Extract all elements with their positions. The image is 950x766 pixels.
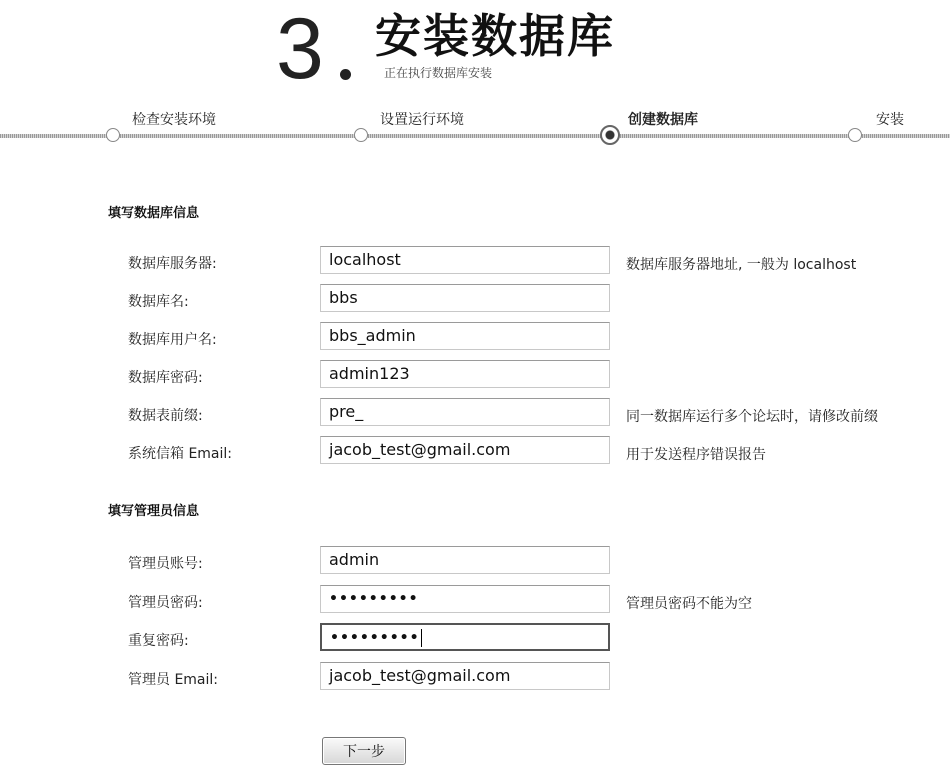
page-title: 安装数据库 bbox=[375, 9, 615, 63]
progress-step-label: 设置运行环境 bbox=[380, 112, 464, 128]
progress-step-label: 安装 bbox=[876, 112, 904, 128]
step-current-circle-icon bbox=[600, 125, 620, 145]
progress-line bbox=[0, 134, 950, 138]
admin-password-input[interactable]: ••••••••• bbox=[320, 585, 610, 613]
repeat-password-label: 重复密码: bbox=[128, 633, 189, 649]
next-step-button[interactable]: 下一步 bbox=[322, 737, 406, 765]
db-section-title: 填写数据库信息 bbox=[108, 206, 200, 221]
form-row-repeat-password bbox=[0, 623, 950, 653]
system-email-hint: 用于发送程序错误报告 bbox=[626, 447, 766, 463]
db-user-input[interactable]: bbs_admin bbox=[320, 322, 610, 350]
form-row-db-name bbox=[0, 284, 950, 314]
db-host-label: 数据库服务器: bbox=[128, 256, 217, 272]
progress-step-label-current: 创建数据库 bbox=[628, 112, 698, 128]
db-name-input[interactable]: bbs bbox=[320, 284, 610, 312]
form-row-admin-password bbox=[0, 585, 950, 615]
page-header bbox=[0, 0, 950, 100]
step-number: 3 bbox=[276, 1, 324, 97]
system-email-input[interactable]: jacob_test@gmail.com bbox=[320, 436, 610, 464]
form-row-db-user bbox=[0, 322, 950, 352]
db-host-input[interactable]: localhost bbox=[320, 246, 610, 274]
step-pending-circle-icon bbox=[848, 128, 862, 142]
admin-section-title: 填写管理员信息 bbox=[108, 504, 200, 519]
db-password-label: 数据库密码: bbox=[128, 370, 203, 386]
db-user-label: 数据库用户名: bbox=[128, 332, 217, 348]
install-progress bbox=[0, 108, 950, 153]
progress-step-label: 检查安装环境 bbox=[132, 112, 216, 128]
admin-account-label: 管理员账号: bbox=[128, 556, 203, 572]
step-done-circle-icon bbox=[354, 128, 368, 142]
admin-password-label: 管理员密码: bbox=[128, 595, 203, 611]
repeat-password-value: ••••••••• bbox=[330, 630, 420, 646]
admin-email-input[interactable]: jacob_test@gmail.com bbox=[320, 662, 610, 690]
form-row-db-host bbox=[0, 246, 950, 276]
table-prefix-label: 数据表前缀: bbox=[128, 408, 203, 424]
form-row-system-email bbox=[0, 436, 950, 466]
text-caret bbox=[421, 629, 422, 647]
step-number-dot bbox=[340, 69, 351, 80]
table-prefix-input[interactable]: pre_ bbox=[320, 398, 610, 426]
table-prefix-hint: 同一数据库运行多个论坛时，请修改前缀 bbox=[626, 409, 878, 425]
form-row-admin-email bbox=[0, 662, 950, 692]
admin-email-label: 管理员 Email: bbox=[128, 672, 219, 688]
admin-password-hint: 管理员密码不能为空 bbox=[626, 596, 752, 612]
admin-account-input[interactable]: admin bbox=[320, 546, 610, 574]
system-email-label: 系统信箱 Email: bbox=[128, 446, 233, 462]
form-row-admin-account bbox=[0, 546, 950, 576]
db-host-hint: 数据库服务器地址, 一般为 localhost bbox=[626, 257, 857, 273]
repeat-password-input[interactable] bbox=[320, 623, 610, 651]
db-name-label: 数据库名: bbox=[128, 294, 189, 310]
form-row-db-password bbox=[0, 360, 950, 390]
form-row-table-prefix bbox=[0, 398, 950, 428]
step-done-circle-icon bbox=[106, 128, 120, 142]
db-password-input[interactable]: admin123 bbox=[320, 360, 610, 388]
page-subtitle: 正在执行数据库安装 bbox=[384, 66, 493, 80]
